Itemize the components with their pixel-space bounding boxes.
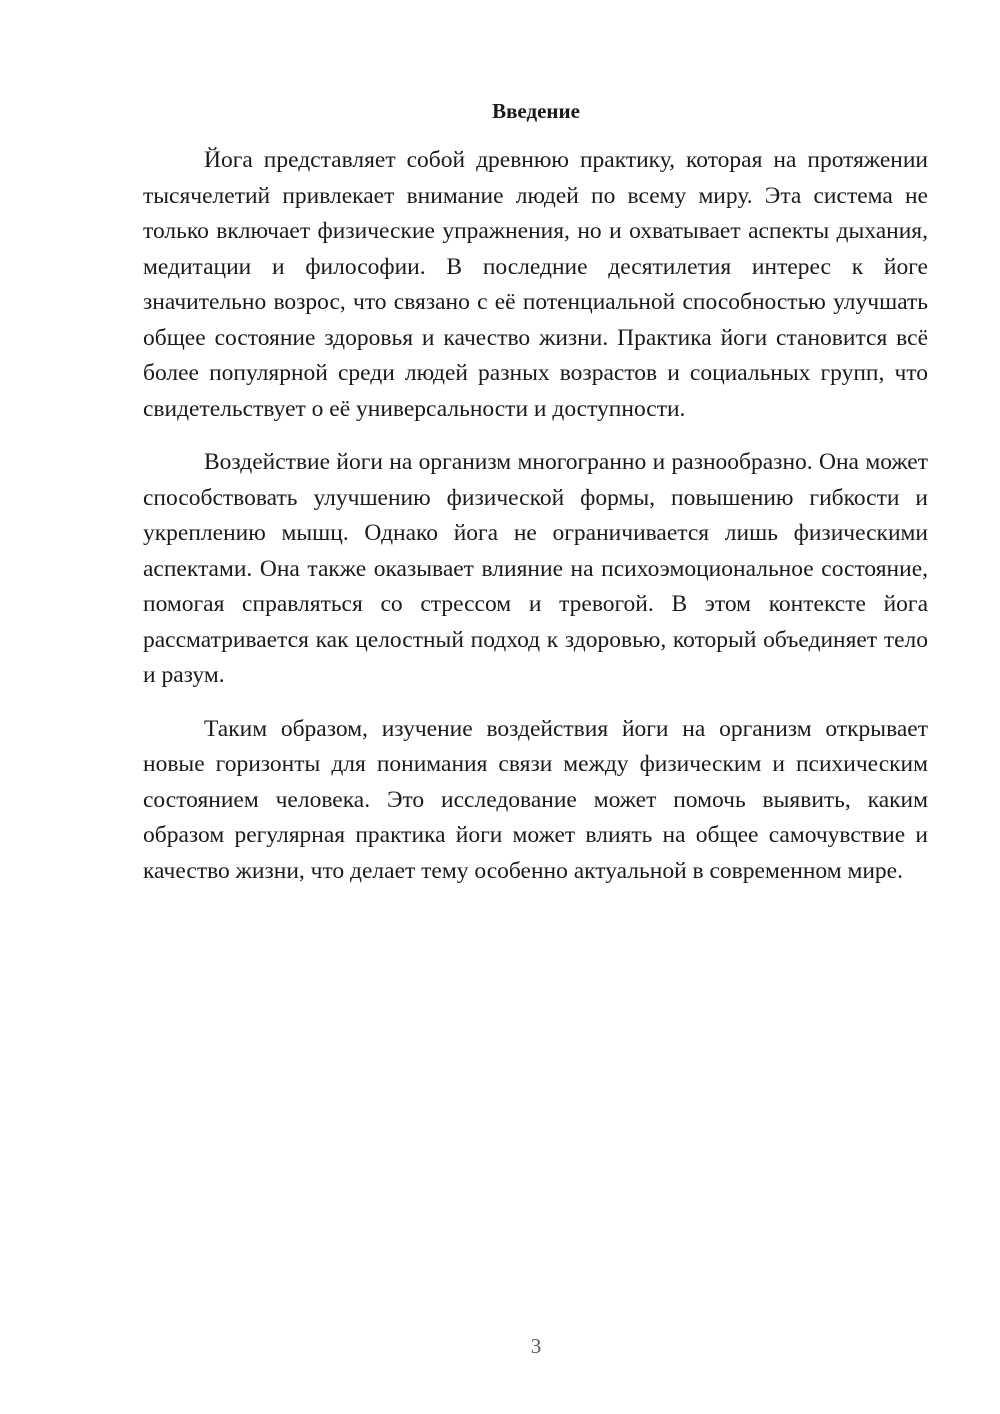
body-text xyxy=(143,143,928,889)
page-number: 3 xyxy=(530,1334,542,1358)
paragraph-1: Йога представляет собой древнюю практику, которая на протяжении тысячелетий привлекает внимание людей по всему миру. Эта система не только включает физические упражнения, но и охватывает аспекты дыхания, медитации и философии. В последние десятилетия интерес к йоге значительно возрос, что связано с её потенциальной способностью улучшать общее состояние здоровья и качество жизни. Практика йоги становится всё более популярной среди людей разных возрастов и социальных групп, что свидетельствует о её универсальности и доступности. xyxy=(143,147,928,422)
section-heading: Введение xyxy=(492,99,580,123)
paragraph-2: Воздействие йоги на организм многогранно и разнообразно. Она может способствовать улучшению физической формы, повышению гибкости и укреплению мышц. Однако йога не ограничивается лишь физическими аспектами. Она также оказывает влияние на психоэмоциональное состояние, помогая справляться со стрессом и тревогой. В этом контексте йога рассматривается как целостный подход к здоровью, который объединяет тело и разум. xyxy=(143,449,928,688)
paragraph-3: Таким образом, изучение воздействия йоги на организм открывает новые горизонты для понимания связи между физическим и психическим состоянием человека. Это исследование может помочь выявить, каким образом регулярная практика йоги может влиять на общее самочувствие и качество жизни, что делает тему особенно актуальной в современном мире. xyxy=(143,715,928,884)
